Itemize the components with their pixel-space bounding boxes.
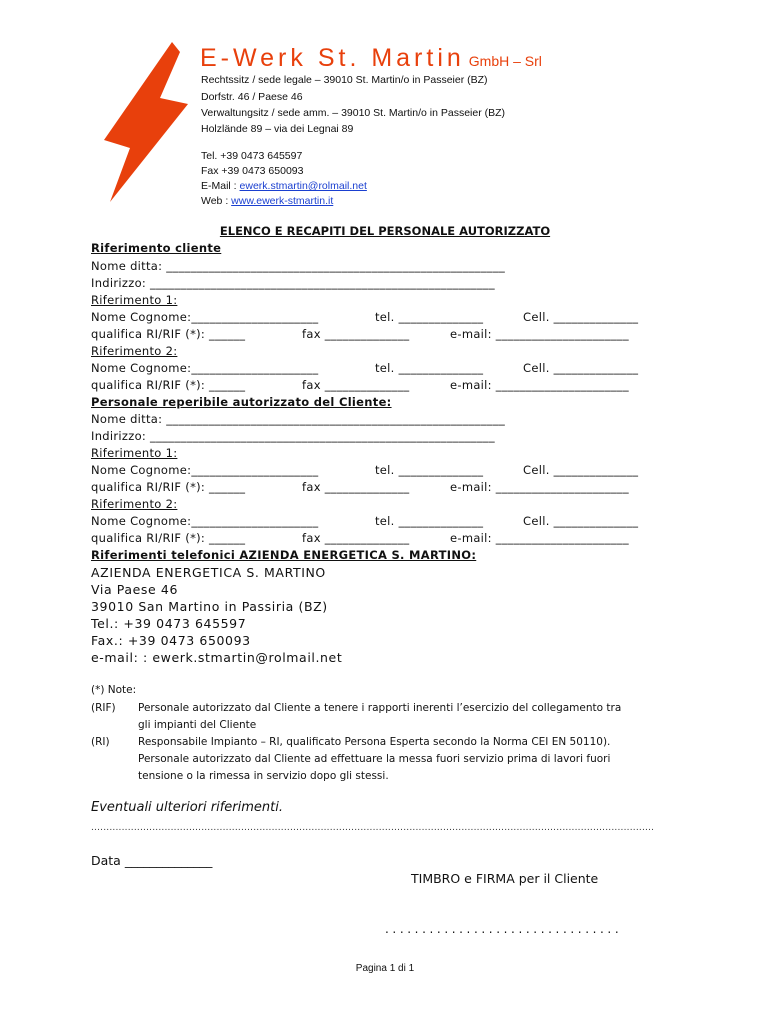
nome-ditta-field: Nome ditta: ________________________________________________________ [91,259,506,273]
email-field: e-mail: ______________________ [450,480,629,494]
letterhead-fax: Fax +39 0473 650093 [201,165,304,177]
riferimento-1-label: Riferimento 1: [91,293,178,307]
note-rif-text-1: Personale autorizzato dal Cliente a tenere i rapporti inerenti l’esercizio del collegamento tra [138,702,622,714]
indirizzo-field: Indirizzo: _________________________________________________________ [91,429,495,443]
azienda-street: Via Paese 46 [91,582,178,597]
cell-field: Cell. ______________ [523,514,639,528]
section-cliente-heading: Riferimento cliente [91,241,222,255]
note-ri-text-2: Personale autorizzato dal Cliente ad effettuare la messa fuori servizio prima di lavori fuori [138,753,611,765]
email-link[interactable]: ewerk.stmartin@rolmail.net [239,180,367,192]
email-label: E-Mail : [201,180,240,192]
nome-cognome-field: Nome Cognome:_____________________ [91,514,319,528]
cell-field: Cell. ______________ [523,463,639,477]
fax-field: fax ______________ [302,480,410,494]
company-header [200,44,542,73]
nome-cognome-field: Nome Cognome:_____________________ [91,310,319,324]
section-reperibile-heading: Personale reperibile autorizzato del Cliente: [91,395,392,409]
nome-ditta-field: Nome ditta: ________________________________________________________ [91,412,506,426]
notes-label: (*) Note: [91,684,137,696]
qualifica-field: qualifica RI/RIF (*): ______ [91,480,246,494]
nome-cognome-field: Nome Cognome:_____________________ [91,463,319,477]
note-rif-key: (RIF) [91,702,116,714]
fax-field: fax ______________ [302,378,410,392]
indirizzo-field: Indirizzo: _________________________________________________________ [91,276,495,290]
data-field: Data ______________ [91,853,213,868]
riferimento-1-label: Riferimento 1: [91,446,178,460]
address-line-1: Rechtssitz / sede legale – 39010 St. Martin/o in Passeier (BZ) [201,74,488,86]
riferimento-2-label: Riferimento 2: [91,497,178,511]
fax-field: fax ______________ [302,531,410,545]
address-line-4: Holzlände 89 – via dei Legnai 89 [201,123,354,135]
azienda-name: AZIENDA ENERGETICA S. MARTINO [91,565,326,580]
qualifica-field: qualifica RI/RIF (*): ______ [91,378,246,392]
ulteriori-riferimenti-dots: ........................................................................................................................................................................................ [91,823,655,833]
address-line-3: Verwaltungsitz / sede amm. – 39010 St. Martin/o in Passeier (BZ) [201,107,506,119]
tel-field: tel. ______________ [375,310,484,324]
address-line-2: Dorfstr. 46 / Paese 46 [201,91,303,103]
signature-dots: ................................ [385,922,623,936]
email-field: e-mail: ______________________ [450,327,629,341]
web-link[interactable]: www.ewerk-stmartin.it [231,195,334,207]
azienda-fax: Fax.: +39 0473 650093 [91,633,251,648]
cell-field: Cell. ______________ [523,361,639,375]
azienda-email: e-mail: : ewerk.stmartin@rolmail.net [91,650,343,665]
azienda-city: 39010 San Martino in Passiria (BZ) [91,599,328,614]
company-suffix: GmbH – Srl [468,53,542,69]
email-field: e-mail: ______________________ [450,531,629,545]
note-rif-text-2: gli impianti del Cliente [138,719,257,731]
document-title: ELENCO E RECAPITI DEL PERSONALE AUTORIZZATO [219,224,551,238]
lightning-bolt-logo-icon [100,40,190,205]
cell-field: Cell. ______________ [523,310,639,324]
note-ri-text-3: tensione o la rimessa in servizio dopo gli stessi. [138,770,389,782]
letterhead-web-row [201,195,333,207]
qualifica-field: qualifica RI/RIF (*): ______ [91,327,246,341]
email-field: e-mail: ______________________ [450,378,629,392]
ulteriori-riferimenti-label: Eventuali ulteriori riferimenti. [91,800,283,815]
letterhead-email-row [201,180,367,192]
section-azienda-heading: Riferimenti telefonici AZIENDA ENERGETICA S. MARTINO: [91,548,477,562]
tel-field: tel. ______________ [375,463,484,477]
tel-field: tel. ______________ [375,514,484,528]
web-label: Web : [201,195,232,207]
note-ri-key: (RI) [91,736,110,748]
riferimento-2-label: Riferimento 2: [91,344,178,358]
qualifica-field: qualifica RI/RIF (*): ______ [91,531,246,545]
tel-field: tel. ______________ [375,361,484,375]
timbro-firma-label: TIMBRO e FIRMA per il Cliente [411,871,599,886]
page-footer: Pagina 1 di 1 [355,963,415,974]
nome-cognome-field: Nome Cognome:_____________________ [91,361,319,375]
fax-field: fax ______________ [302,327,410,341]
azienda-tel: Tel.: +39 0473 645597 [91,616,247,631]
letterhead-tel: Tel. +39 0473 645597 [201,150,303,162]
note-ri-text-1: Responsabile Impianto – RI, qualificato Persona Esperta secondo la Norma CEI EN 50110). [138,736,611,748]
company-name: E-Werk St. Martin [200,44,465,72]
